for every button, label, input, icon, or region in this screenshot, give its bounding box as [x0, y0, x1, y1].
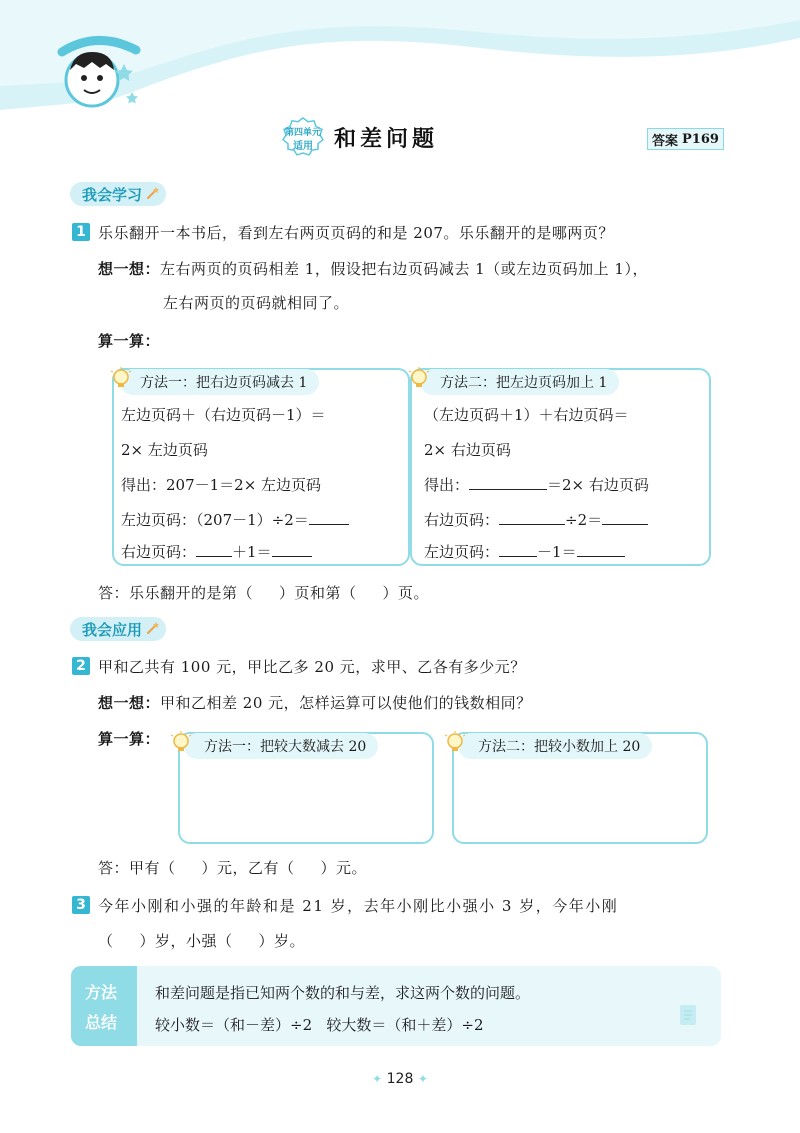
dots-right-icon: ✦	[417, 1072, 428, 1086]
q3-line2-c: ）岁。	[258, 932, 306, 950]
dots-left-icon: ✦	[372, 1072, 383, 1086]
method-summary-box	[71, 966, 721, 1046]
q2-answer-a: 答：甲有（	[98, 859, 176, 877]
summary-tag	[71, 966, 137, 1046]
q2-answer	[98, 857, 367, 878]
lightbulb-icon	[442, 730, 468, 756]
answer-blank[interactable]	[577, 542, 625, 557]
m2-line3-suffix: ＝2× 右边页码	[547, 476, 649, 494]
m2-line5	[424, 541, 625, 562]
method2-box	[410, 368, 711, 566]
m1-line2: 2× 左边页码	[121, 441, 208, 459]
q1-answer-a: 答：乐乐翻开的是第（	[98, 584, 254, 602]
m2-line3	[424, 474, 649, 495]
q3-line2	[98, 930, 305, 951]
q2-method2-title: 方法二：把较小数加上 20	[458, 733, 652, 759]
q1-answer-c: ）页。	[382, 584, 430, 602]
answer-blank[interactable]	[196, 542, 232, 557]
answer-blank[interactable]	[469, 475, 547, 490]
q3-line2-b: ）岁，小强（	[139, 932, 233, 950]
m1-line4	[121, 509, 349, 530]
section-tag-label: 我会应用	[82, 620, 143, 639]
summary-tag-line2: 总结	[85, 1013, 118, 1032]
q3-line2-a: （	[98, 932, 114, 950]
answer-blank[interactable]	[499, 510, 565, 525]
section-tag-apply	[70, 617, 166, 641]
answer-blank[interactable]	[272, 542, 312, 557]
m2-line1: （左边页码＋1）＋右边页码＝	[424, 406, 629, 424]
method1-title: 方法一：把右边页码减去 1	[120, 369, 319, 395]
q3-line1: 今年小刚和小强的年龄和是 21 岁，去年小刚比小强小 3 岁，今年小刚	[98, 897, 619, 915]
unit-seal	[280, 117, 326, 157]
question-number-3: 3	[72, 896, 90, 914]
m1-line3: 得出：207－1＝2× 左边页码	[121, 476, 322, 494]
question-number-1: 1	[72, 223, 90, 241]
summary-tag-line1: 方法	[85, 983, 118, 1002]
think-label: 想一想：	[98, 260, 161, 278]
title-bar	[280, 117, 438, 157]
m1-line5-text: 右边页码：	[121, 543, 197, 561]
unit-seal-line1: 第四单元	[284, 128, 321, 138]
unit-seal-line2: 适用	[293, 141, 313, 152]
q1-answer	[98, 582, 429, 603]
answer-blank[interactable]	[499, 542, 537, 557]
q1-think	[98, 258, 648, 279]
m2-line4	[424, 509, 648, 530]
q2-text: 甲和乙共有 100 元，甲比乙多 20 元，求甲、乙各有多少元？	[98, 658, 526, 676]
answer-blank[interactable]	[602, 510, 648, 525]
m2-line3-text: 得出：	[424, 476, 470, 494]
m1-line5-mid: ＋1＝	[232, 543, 272, 561]
m2-line5-text: 左边页码：	[424, 543, 500, 561]
q2-method1-title: 方法一：把较大数减去 20	[184, 733, 378, 759]
think-line2: 左右两页的页码就相同了。	[163, 294, 350, 312]
page-number-value: 128	[386, 1071, 414, 1087]
q1-answer-b: ）页和第（	[279, 584, 357, 602]
m2-line4-mid: ÷2＝	[565, 511, 603, 529]
m1-line4-text: 左边页码：（207－1）÷2＝	[121, 511, 309, 529]
mascot-boy-icon	[52, 34, 142, 114]
question-number-2: 2	[72, 657, 90, 675]
q2-answer-b: ）元，乙有（	[201, 859, 295, 877]
q1-text: 乐乐翻开一本书后，看到左右两页页码的和是 207。乐乐翻开的是哪两页？	[98, 224, 614, 242]
answer-page: P169	[682, 131, 719, 147]
m1-line1: 左边页码＋（右边页码－1）＝	[121, 406, 326, 424]
method2-title: 方法二：把左边页码加上 1	[420, 369, 619, 395]
think-line1: 左右两页的页码相差 1，假设把右边页码减去 1（或左边页码加上 1），	[160, 260, 648, 278]
q2-answer-c: ）元。	[320, 859, 368, 877]
lightbulb-icon	[168, 730, 194, 756]
think-label: 想一想：	[98, 694, 161, 712]
q2-think-text: 甲和乙相差 20 元，怎样运算可以使他们的钱数相同？	[160, 694, 532, 712]
answer-blank[interactable]	[309, 510, 349, 525]
summary-line1: 和差问题是指已知两个数的和与差，求这两个数的问题。	[155, 984, 531, 1002]
answer-label: 答案	[652, 133, 679, 149]
calc-label: 算一算：	[98, 332, 161, 350]
m1-line5	[121, 541, 312, 562]
summary-line2: 较小数＝（和－差）÷2 较大数＝（和＋差）÷2	[155, 1016, 484, 1034]
magic-wand-icon	[146, 621, 160, 635]
lightbulb-icon	[406, 366, 432, 392]
q2-think	[98, 692, 532, 713]
section-tag-learn	[70, 182, 166, 206]
answer-reference-badge	[647, 128, 724, 150]
magic-wand-icon	[146, 186, 160, 200]
page-title: 和差问题	[334, 126, 439, 152]
m2-line2: 2× 右边页码	[424, 441, 511, 459]
lightbulb-icon	[108, 366, 134, 392]
page-number	[355, 1071, 445, 1087]
m2-line4-text: 右边页码：	[424, 511, 500, 529]
calc-label: 算一算：	[98, 730, 161, 748]
m2-line5-mid: －1＝	[537, 543, 577, 561]
method1-box	[112, 368, 410, 566]
section-tag-label: 我会学习	[82, 185, 143, 204]
notebook-icon	[675, 1002, 701, 1028]
